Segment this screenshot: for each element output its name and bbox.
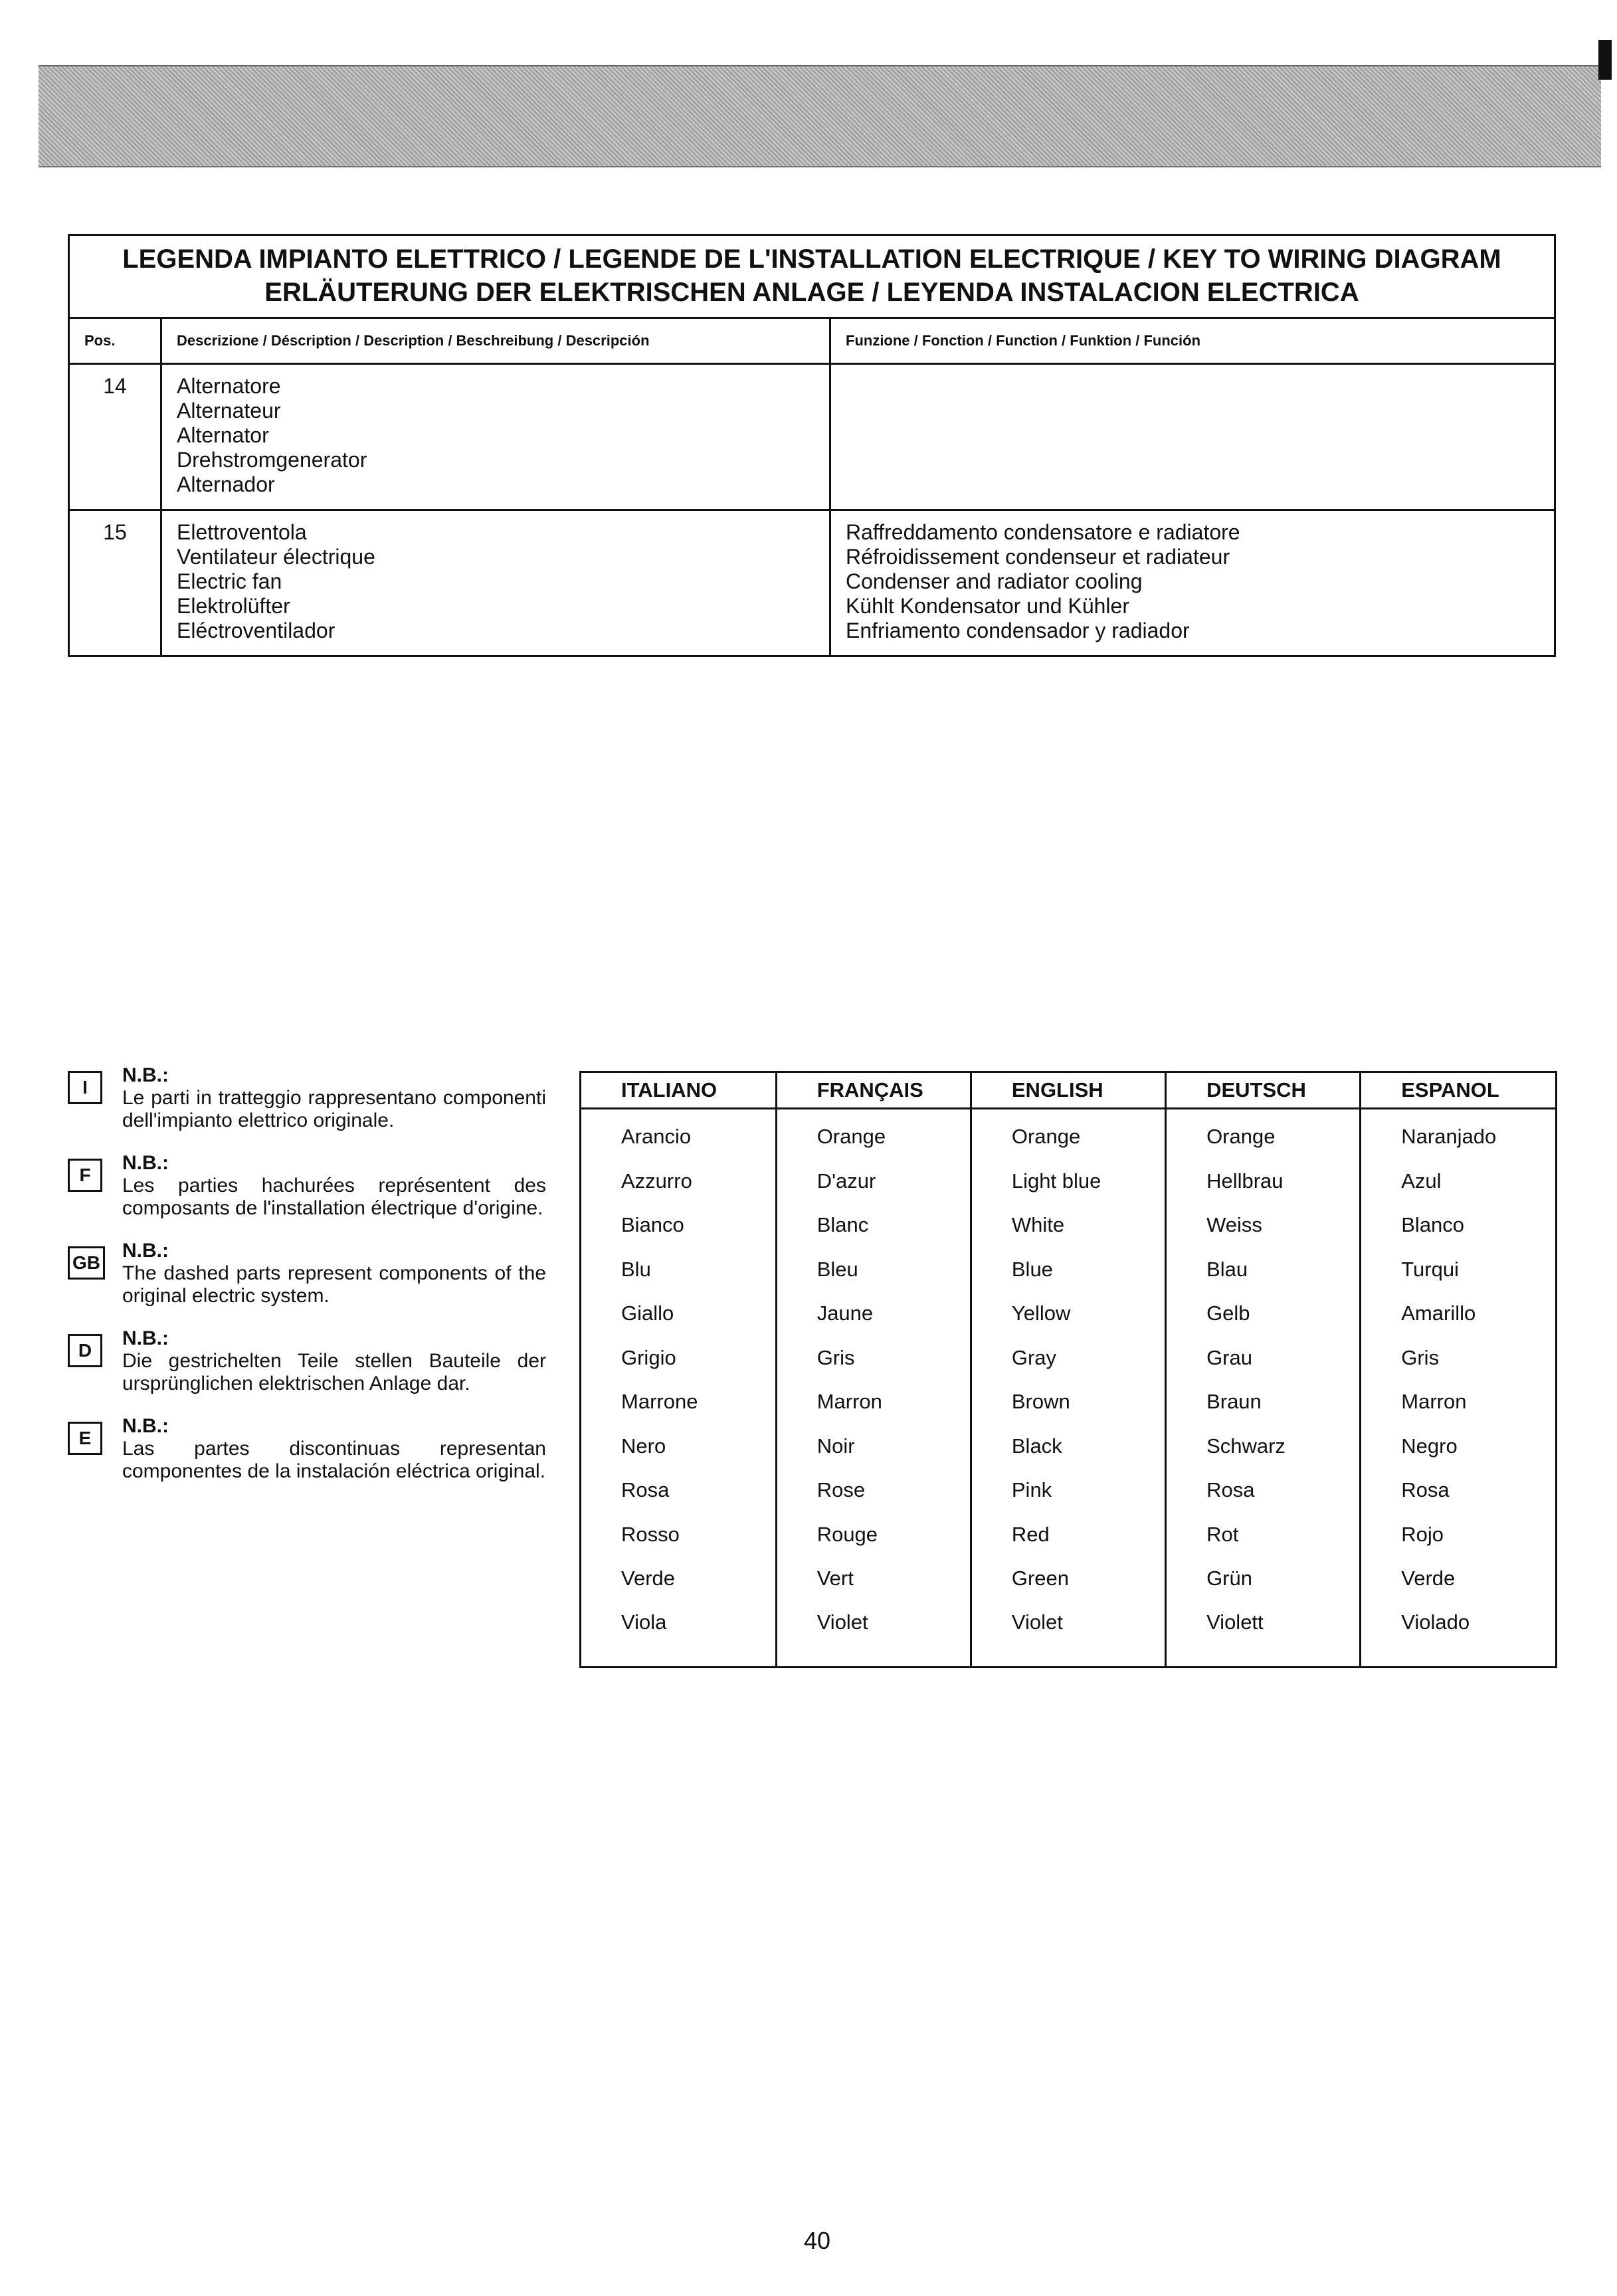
table-row [581,1557,1555,1601]
row-description [161,364,830,510]
nb-notes [68,1064,546,1503]
legend-grid [70,319,1554,655]
header-francais: FRANÇAIS [776,1073,971,1109]
row-pos: 14 [70,364,161,510]
color-cell: Bianco [581,1203,776,1248]
description-line: Elektrolüfter [177,594,290,618]
description-line: Alternateur [177,399,281,423]
color-cell: Rosso [581,1513,776,1557]
color-cell: Giallo [581,1292,776,1336]
color-cell: Yellow [971,1292,1165,1336]
color-cell: Pink [971,1468,1165,1513]
color-cell: Azzurro [581,1159,776,1204]
color-cell: Rose [776,1468,971,1513]
table-row [581,1601,1555,1666]
note-label: N.B.: [122,1240,169,1262]
header-band [39,65,1601,167]
table-row [581,1380,1555,1424]
function-line: Raffreddamento condensatore e radiatore [846,520,1240,544]
color-cell: Gelb [1166,1292,1361,1336]
color-cell: Rosa [581,1468,776,1513]
color-cell: Hellbrau [1166,1159,1361,1204]
note-label: N.B.: [122,1415,169,1437]
color-cell: Orange [1166,1109,1361,1159]
color-cell: Verde [1401,1567,1456,1590]
note-spanish [68,1415,546,1483]
color-cell: Braun [1166,1380,1361,1424]
color-cell: Orange [776,1109,971,1159]
note-german [68,1327,546,1395]
color-cell: Blanco [1401,1213,1465,1237]
color-cell: Amarillo [1401,1301,1476,1325]
table-row [581,1109,1555,1159]
description-line: Alternatore [177,374,281,398]
language-badge: E [68,1422,102,1455]
header-description: Descrizione / Déscription / Description / Beschreibung / Descripción [161,319,830,364]
note-text: Las partes discontinuas representan componentes de la instalación eléctrica original. [122,1438,546,1482]
legend-title [70,236,1554,319]
color-cell: Light blue [971,1159,1165,1204]
table-row [581,1336,1555,1381]
color-cell: Blanc [776,1203,971,1248]
color-cell: Red [971,1513,1165,1557]
language-badge: GB [68,1246,105,1280]
note-italian [68,1064,546,1132]
color-cell: Orange [971,1109,1165,1159]
function-line: Enfriamento condensador y radiador [846,619,1190,642]
table-row [581,1203,1555,1248]
color-translation-table [579,1071,1557,1668]
color-cell: Rosa [1401,1478,1450,1502]
language-badge: F [68,1159,102,1192]
color-cell: Gris [1401,1345,1440,1369]
color-cell: Grau [1166,1336,1361,1381]
header-function: Funzione / Fonction / Function / Funktion / Función [830,319,1555,364]
table-row [581,1424,1555,1469]
legend-row [70,510,1554,656]
color-cell: Azul [1401,1169,1442,1193]
row-function [830,364,1555,510]
color-cell: Blu [581,1248,776,1292]
color-cell: Rojo [1401,1522,1444,1546]
color-rows [581,1109,1555,1666]
color-cell: Black [971,1424,1165,1469]
table-row [581,1248,1555,1292]
color-cell: Grün [1166,1557,1361,1601]
header-espanol: ESPANOL [1361,1073,1555,1109]
row-function [830,510,1555,656]
color-cell: White [971,1203,1165,1248]
description-line: Alternador [177,472,275,496]
note-english [68,1240,546,1307]
color-header-row [581,1073,1555,1109]
color-cell: Rosa [1166,1468,1361,1513]
color-cell: Turqui [1401,1257,1459,1281]
color-cell: Marrone [581,1380,776,1424]
description-line: Ventilateur électrique [177,545,375,569]
note-text: Le parti in tratteggio rappresentano componenti dell'impianto elettrico originale. [122,1087,546,1131]
note-text: Die gestrichelten Teile stellen Bauteile der ursprünglichen elektrischen Anlage dar. [122,1350,546,1394]
color-cell: D'azur [776,1159,971,1204]
table-row [581,1292,1555,1336]
color-cell: Bleu [776,1248,971,1292]
color-cell: Brown [971,1380,1165,1424]
color-cell: Viola [581,1601,776,1666]
color-cell: Green [971,1557,1165,1601]
header-english: ENGLISH [971,1073,1165,1109]
header-pos: Pos. [70,319,161,364]
function-line: Kühlt Kondensator und Kühler [846,594,1129,618]
color-cell: Marron [1401,1390,1467,1414]
header-deutsch: DEUTSCH [1166,1073,1361,1109]
legend-header-row [70,319,1554,364]
color-cell: Rot [1166,1513,1361,1557]
language-badge: I [68,1071,102,1104]
color-cell: Arancio [581,1109,776,1159]
note-text: The dashed parts represent components of the original electric system. [122,1262,546,1307]
color-cell: Nero [581,1424,776,1469]
description-line: Electric fan [177,569,282,593]
note-label: N.B.: [122,1327,169,1349]
color-cell: Gray [971,1336,1165,1381]
color-cell: Marron [776,1380,971,1424]
color-cell: Violett [1166,1601,1361,1666]
color-cell: Violado [1401,1610,1470,1634]
description-line: Drehstromgenerator [177,448,367,472]
table-row [581,1513,1555,1557]
color-cell: Blue [971,1248,1165,1292]
color-cell: Weiss [1166,1203,1361,1248]
note-label: N.B.: [122,1152,169,1174]
corner-mark [1598,40,1612,80]
color-cell: Violet [971,1601,1165,1666]
function-line: Réfroidissement condenseur et radiateur [846,545,1230,569]
note-french [68,1152,546,1220]
row-pos: 15 [70,510,161,656]
page-number: 40 [803,2227,831,2254]
color-cell: Gris [776,1336,971,1381]
note-text: Les parties hachurées représentent des composants de l'installation électrique d'origine. [122,1175,546,1219]
color-grid [581,1073,1555,1666]
color-cell: Grigio [581,1336,776,1381]
function-line: Condenser and radiator cooling [846,569,1143,593]
description-line: Eléctroventilador [177,619,335,642]
description-line: Alternator [177,423,269,447]
table-row [581,1468,1555,1513]
wiring-legend-table [68,234,1556,657]
color-cell: Blau [1166,1248,1361,1292]
row-description [161,510,830,656]
language-badge: D [68,1334,102,1367]
color-cell: Negro [1401,1434,1458,1458]
header-italiano: ITALIANO [581,1073,776,1109]
note-label: N.B.: [122,1064,169,1086]
table-row [581,1159,1555,1204]
color-cell: Vert [776,1557,971,1601]
color-cell: Jaune [776,1292,971,1336]
color-cell: Violet [776,1601,971,1666]
color-cell: Noir [776,1424,971,1469]
color-cell: Verde [581,1557,776,1601]
color-cell: Naranjado [1401,1125,1497,1149]
legend-title-line-1: LEGENDA IMPIANTO ELETTRICO / LEGENDE DE L'INSTALLATION ELECTRIQUE / KEY TO WIRING DIAGRAM [122,244,1501,274]
description-line: Elettroventola [177,520,307,544]
color-cell: Schwarz [1166,1424,1361,1469]
legend-title-line-2: ERLÄUTERUNG DER ELEKTRISCHEN ANLAGE / LEYENDA INSTALACION ELECTRICA [264,278,1359,307]
legend-row [70,364,1554,510]
color-cell: Rouge [776,1513,971,1557]
